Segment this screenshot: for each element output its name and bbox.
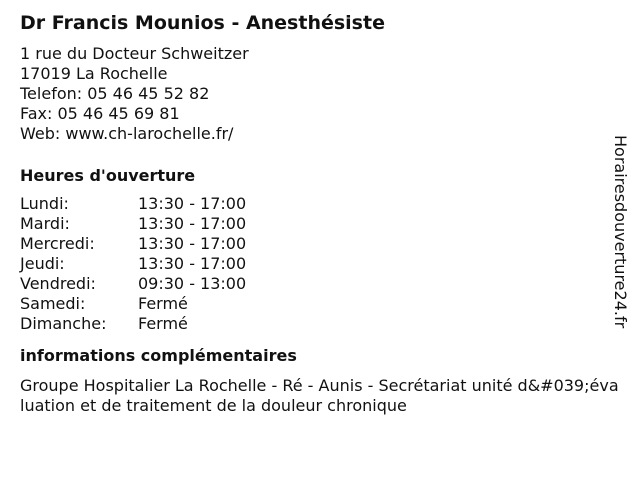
time-value: 13:30 - 17:00 <box>138 254 247 273</box>
hours-row <box>20 194 600 214</box>
time-value: 09:30 - 13:00 <box>138 274 247 293</box>
time-value: 13:30 - 17:00 <box>138 214 247 233</box>
time-value: Fermé <box>138 314 188 333</box>
time-value: Fermé <box>138 294 188 313</box>
opening-hours-table <box>20 194 600 334</box>
hours-row <box>20 314 600 334</box>
address-block <box>20 44 600 144</box>
site-watermark: Horairesdouverture24.fr <box>611 135 630 329</box>
time-value: 13:30 - 17:00 <box>138 194 247 213</box>
hours-row <box>20 234 600 254</box>
day-label: Dimanche: <box>20 314 107 333</box>
time-value: 13:30 - 17:00 <box>138 234 247 253</box>
additional-info-heading: informations complémentaires <box>20 346 297 365</box>
city-postal: 17019 La Rochelle <box>20 64 168 83</box>
website: Web: www.ch-larochelle.fr/ <box>20 124 234 143</box>
day-label: Mercredi: <box>20 234 95 253</box>
day-label: Samedi: <box>20 294 86 313</box>
hours-row <box>20 294 600 314</box>
opening-hours-heading: Heures d'ouverture <box>20 166 196 185</box>
street-address: 1 rue du Docteur Schweitzer <box>20 44 249 63</box>
listing-content <box>20 10 619 416</box>
day-label: Lundi: <box>20 194 69 213</box>
phone-number: Telefon: 05 46 45 52 82 <box>20 84 210 103</box>
hours-row <box>20 214 600 234</box>
additional-info-text: Groupe Hospitalier La Rochelle - Ré - Aunis - Secrétariat unité d&#039;évaluation et de traitement de la douleur chronique <box>20 376 619 415</box>
day-label: Jeudi: <box>20 254 65 273</box>
day-label: Vendredi: <box>20 274 96 293</box>
hours-row <box>20 254 600 274</box>
fax-number: Fax: 05 46 45 69 81 <box>20 104 180 123</box>
day-label: Mardi: <box>20 214 70 233</box>
hours-row <box>20 274 600 294</box>
page-title: Dr Francis Mounios - Anesthésiste <box>20 12 385 34</box>
